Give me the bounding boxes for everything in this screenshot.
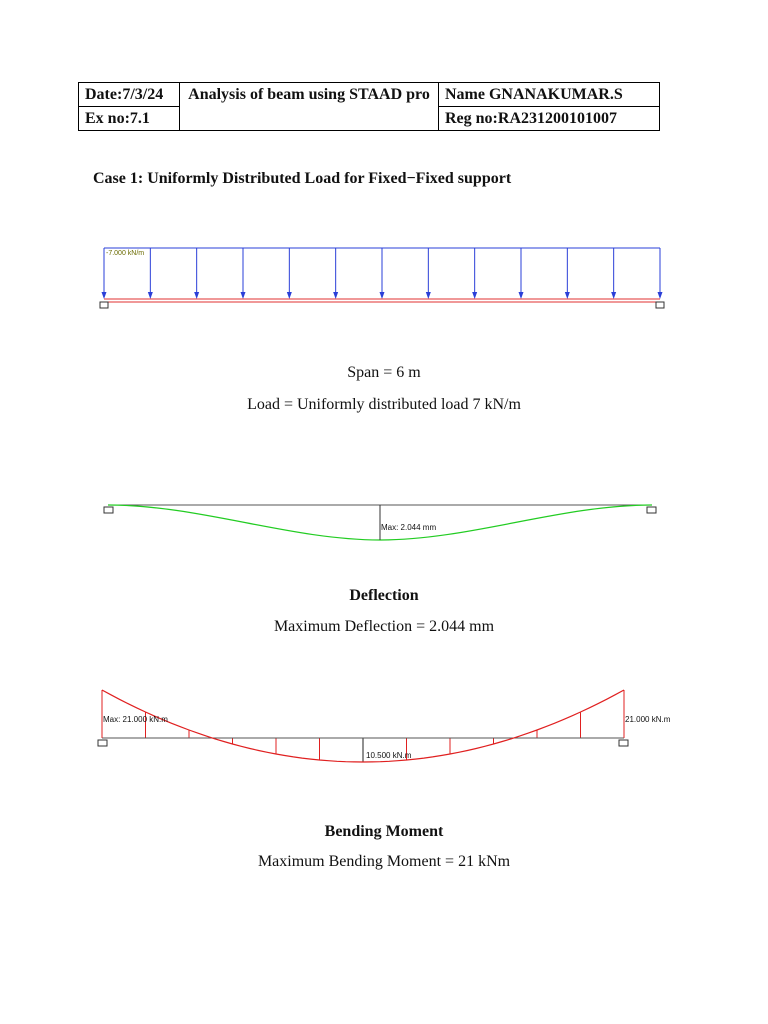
name-cell: Name GNANAKUMAR.S [439,83,660,107]
load-arrow-head [333,292,338,299]
support-right-icon [647,507,656,513]
support-left-icon [100,302,108,308]
support-left-icon [104,507,113,513]
moment-left-label: Max: 21.000 kN.m [103,715,168,724]
deflection-max-label: Max: 2.044 mm [381,523,437,532]
moment-mid-label: 10.500 kN.m [366,751,412,760]
load-text: Load = Uniformly distributed load 7 kN/m [247,396,521,413]
deflection-diagram [0,498,768,548]
header-table [78,82,660,131]
reg-no-cell: Reg no:RA231200101007 [439,107,660,131]
bending-heading: Bending Moment [324,823,444,840]
support-right-icon [656,302,664,308]
load-arrow-head [194,292,199,299]
load-arrow-head [148,292,153,299]
case-title: Case 1: Uniformly Distributed Load for Fixed−Fixed support [93,170,512,187]
bending-moment-diagram [0,685,768,770]
span-text: Span = 6 m [347,364,421,381]
load-arrow-head [102,292,107,299]
date-cell: Date:7/3/24 [79,83,180,107]
support-right-icon [619,740,628,746]
load-arrows [102,248,663,299]
load-arrow-head [658,292,663,299]
load-arrow-head [241,292,246,299]
load-arrow-head [380,292,385,299]
bending-caption: Maximum Bending Moment = 21 kNm [257,853,511,870]
title-cell: Analysis of beam using STAAD pro [180,83,439,131]
deflection-caption: Maximum Deflection = 2.044 mm [273,618,495,635]
load-diagram [0,240,768,315]
support-left-icon [98,740,107,746]
load-arrow-head [426,292,431,299]
ex-no-cell: Ex no:7.1 [79,107,180,131]
moment-right-label: 21.000 kN.m [625,715,671,724]
load-label: -7.000 kN/m [106,250,145,257]
load-arrow-head [287,292,292,299]
load-arrow-head [565,292,570,299]
load-arrow-head [611,292,616,299]
deflection-heading: Deflection [349,587,419,604]
load-arrow-head [472,292,477,299]
load-arrow-head [519,292,524,299]
